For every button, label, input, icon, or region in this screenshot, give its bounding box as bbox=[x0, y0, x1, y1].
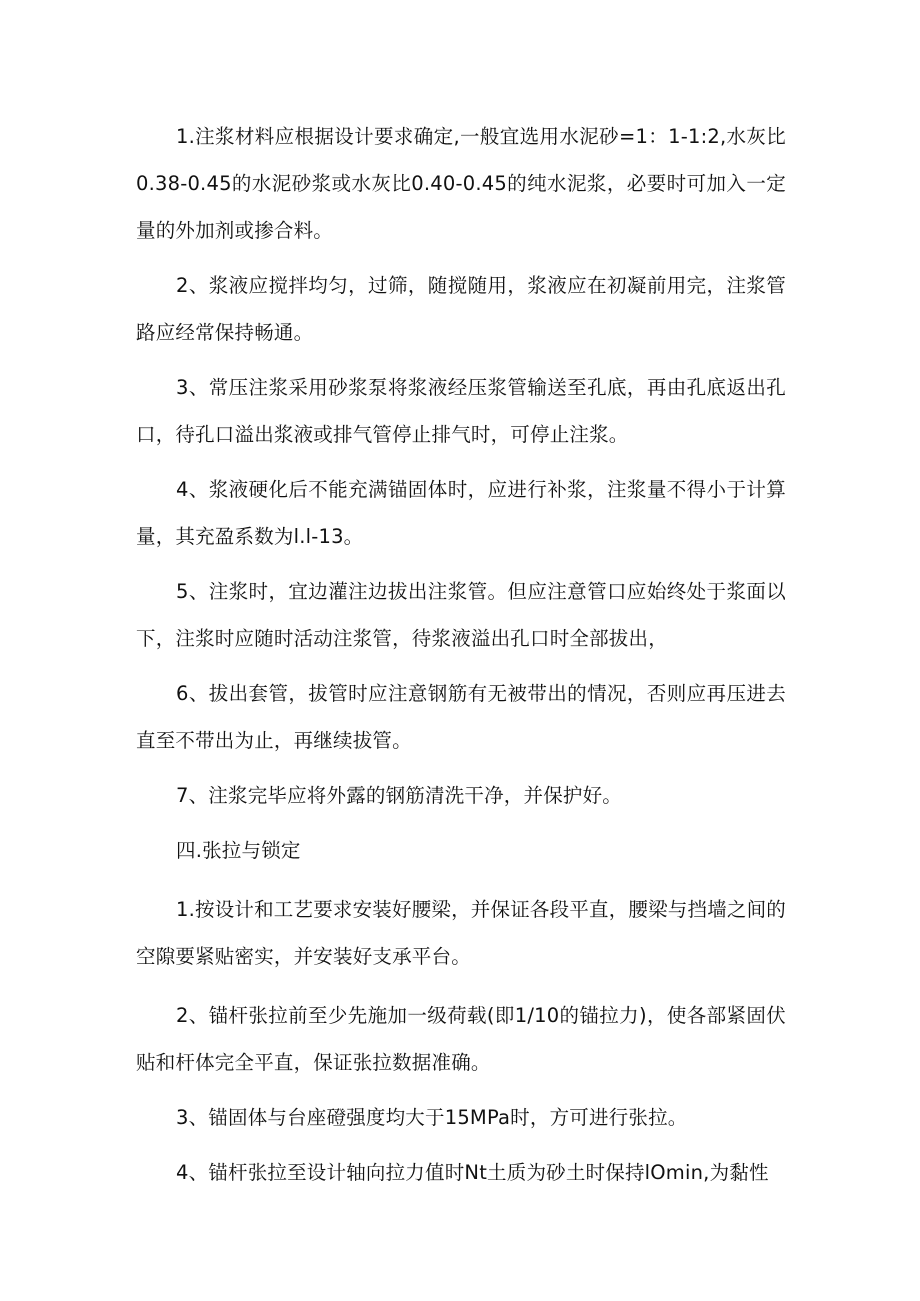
paragraph-design-axial-tension: 4、锚杆张拉至设计轴向拉力值时Nt土质为砂土时保持lOmin,为黏性 bbox=[176, 1161, 769, 1184]
paragraph-preload: 2、锚杆张拉前至少先施加一级荷载(即1/10的锚拉力)，使各部紧固伏贴和杆体完全平直，保证张拉数据准确。 bbox=[136, 1004, 786, 1074]
paragraph-grout-material: 1.注浆材料应根据设计要求确定,一般宜选用水泥砂=1：1-1:2,水灰比0.38-0.45的水泥砂浆或水灰比0.40-0.45的纯水泥浆，必要时可加入一定量的外加剂或掺合料。 bbox=[136, 125, 786, 242]
paragraph-grout-mixing: 2、浆液应搅拌均匀，过筛，随搅随用，浆液应在初凝前用完，注浆管路应经常保持畅通。 bbox=[136, 274, 786, 344]
paragraph-supplementary-grouting: 4、浆液硬化后不能充满锚固体时，应进行补浆，注浆量不得小于计算量，其充盈系数为l.l-13。 bbox=[136, 478, 786, 548]
paragraph-normal-pressure-grouting: 3、常压注浆采用砂浆泵将浆液经压浆管输送至孔底，再由孔底返出孔口，待孔口溢出浆液或排气管停止排气时，可停止注浆。 bbox=[136, 376, 786, 446]
paragraph-casing-withdrawal: 6、拔出套管，拔管时应注意钢筋有无被带出的情况，否则应再压进去直至不带出为止，再继续拔管。 bbox=[136, 682, 786, 752]
document-body bbox=[136, 113, 786, 1196]
paragraph-grouting-pipe-withdrawal: 5、注浆时，宜边灌注边拔出注浆管。但应注意管口应始终处于浆面以下，注浆时应随时活动注浆管，待浆液溢出孔口时全部拔出， bbox=[136, 580, 786, 650]
section-heading-tension-locking: 四.张拉与锁定 bbox=[176, 839, 301, 862]
paragraph-cleaning-rebar: 7、注浆完毕应将外露的钢筋清洗干净，并保护好。 bbox=[176, 784, 623, 807]
paragraph-strength-requirement: 3、锚固体与台座磴强度均大于15MPa时，方可进行张拉。 bbox=[176, 1106, 688, 1129]
paragraph-waist-beam-installation: 1.按设计和工艺要求安装好腰梁，并保证各段平直，腰梁与挡墙之间的空隙要紧贴密实，并安装好支承平台。 bbox=[136, 898, 787, 968]
